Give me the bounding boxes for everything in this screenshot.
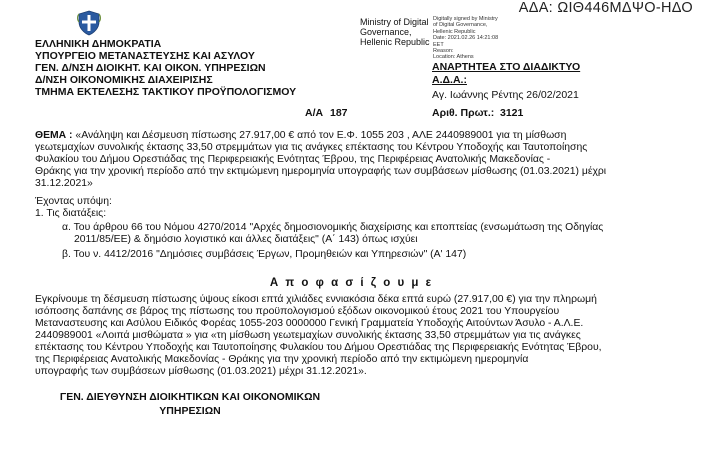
header-line-ministry: ΥΠΟΥΡΓΕΙΟ ΜΕΤΑΝΑΣΤΕΥΣΗΣ ΚΑΙ ΑΣΥΛΟΥ [35, 50, 255, 62]
considering-item-a: α. Του άρθρου 66 του Νόμου 4270/2014 "Αρχές δημοσιονομικής διαχείρισης και εποπτείας (ενσωμάτωση της Οδηγίας 2011/85/ΕΕ) & δημόσιο λογιστικό και άλλες διατάξεις" (Α΄ 143) όπως ισχύει [62, 222, 604, 245]
decision-paragraph: Εγκρίνουμε τη δέσμευση πίστωσης ύψους είκοσι επτά χιλιάδες εννιακόσια δέκα επτά ευρώ (27.917,00 €) για την πληρωμή ισόποσης δαπάνης σε βάρος της πίστωσης του προϋπολογισμού εξόδων οικονομικού έτους 2021 του Υπουργείου Μεταναστευσης και Ασύλου Ειδικός Φορέας 1055-203 0000000 Γενική Γραμματεία Υποδοχής Αιτούντων Άσυλο - Α.Λ.Ε. 2440989001 «Λοιπά μισθώματα » για «τη μίσθωση γεωτεμαχίων συνολικής έκτασης 33,50 στρεμμάτων για τις ανάγκες επέκτασης του Κέντρου Υποδοχής και Ταυτοποίησης Φυλακίου του Δήμου Ορεστιάδας της Περιφερειακής Ενότητας Έβρου, της Περιφέρειας Ανατολικής Μακεδονίας - Θράκης για την χρονική περίοδο από την εκτιμώμενη ημερομηνία υπογραφής των συμβάσεων μίσθωσης (01.03.2021) μέχρι 31.12.2021». [35, 294, 602, 377]
subject-label: ΘΕΜΑ : [35, 130, 73, 141]
greek-emblem-icon [76, 10, 102, 36]
signature-block: ΓΕΝ. ΔΙΕΥΘΥΝΣΗ ΔΙΟΙΚΗΤΙΚΩΝ ΚΑΙ ΟΙΚΟΝΟΜΙΚΩΝ ΥΠΗΡΕΣΙΩΝ [59, 391, 321, 417]
digital-signature-details: Digitally signed by Ministry of Digital Governance, Hellenic Republic Date: 2021.02.26 14:21:08 EET Reason: Location: Athens [433, 16, 499, 61]
considering-item-1: 1. Τις διατάξεις: [35, 208, 107, 219]
considering-label: Έχοντας υπόψη: [35, 196, 112, 207]
ada-code: ΑΔΑ: ΩΙΘ446ΜΔΨΟ-ΗΔΟ [518, 0, 693, 16]
header-line-general-directorate: ΓΕΝ. Δ/ΝΣΗ ΔΙΟΙΚΗΤ. ΚΑΙ ΟΙΚΟΝ. ΥΠΗΡΕΣΙΩΝ [35, 62, 266, 74]
decision-heading: Α π ο φ α σ ί ζ ο υ μ ε [269, 277, 434, 289]
protocol-label: Αριθ. Πρωτ.: [432, 107, 495, 119]
place-date: Αγ. Ιωάννης Ρέντης 26/02/2021 [432, 89, 579, 101]
aa-label: Α/Α [305, 107, 324, 119]
posted-online-label: ΑΝΑΡΤΗΤΕΑ ΣΤΟ ΔΙΑΔΙΚΤΥΟ [432, 61, 581, 73]
header-line-directorate: Δ/ΝΣΗ ΟΙΚΟΝΟΜΙΚΗΣ ΔΙΑΧΕΙΡΙΣΗΣ [35, 74, 213, 86]
protocol-number: 3121 [500, 107, 524, 119]
aa-number: 187 [330, 107, 348, 119]
header-line-republic: ΕΛΛΗΝΙΚΗ ΔΗΜΟΚΡΑΤΙΑ [35, 38, 162, 50]
ada-label: Α.Δ.Α.: [432, 74, 467, 86]
digital-signature-signer: Ministry of Digital Governance, Hellenic Republic [360, 17, 430, 47]
subject-paragraph: ΘΕΜΑ : «Ανάληψη και Δέσμευση πίστωσης 27.917,00 € από τον Ε.Φ. 1055 203 , ΑΛΕ 2440989001 για τη μίσθωση γεωτεμαχίων συνολικής έκτασης 33,50 στρεμμάτων για τις ανάγκες επέκτασης του Κέντρου Υποδοχής και Ταυτοποίησης Φυλακίου του Δήμου Ορεστιάδας της Περιφερειακής Ενότητας Έβρου, της Περιφέρειας Ανατολικής Μακεδονίας - Θράκης για την χρονική περίοδο από την εκτιμώμενη ημερομηνία υπογραφής των συμβάσεων μίσθωσης (01.03.2021) μέχρι 31.12.2021» [35, 130, 607, 189]
considering-item-b: β. Του ν. 4412/2016 "Δημόσιες συμβάσεις Έργων, Προμηθειών και Υπηρεσιών" (Α' 147) [62, 249, 467, 260]
header-line-department: ΤΜΗΜΑ ΕΚΤΕΛΕΣΗΣ ΤΑΚΤΙΚΟΥ ΠΡΟΫΠΟΛΟΓΙΣΜΟΥ [35, 86, 297, 98]
